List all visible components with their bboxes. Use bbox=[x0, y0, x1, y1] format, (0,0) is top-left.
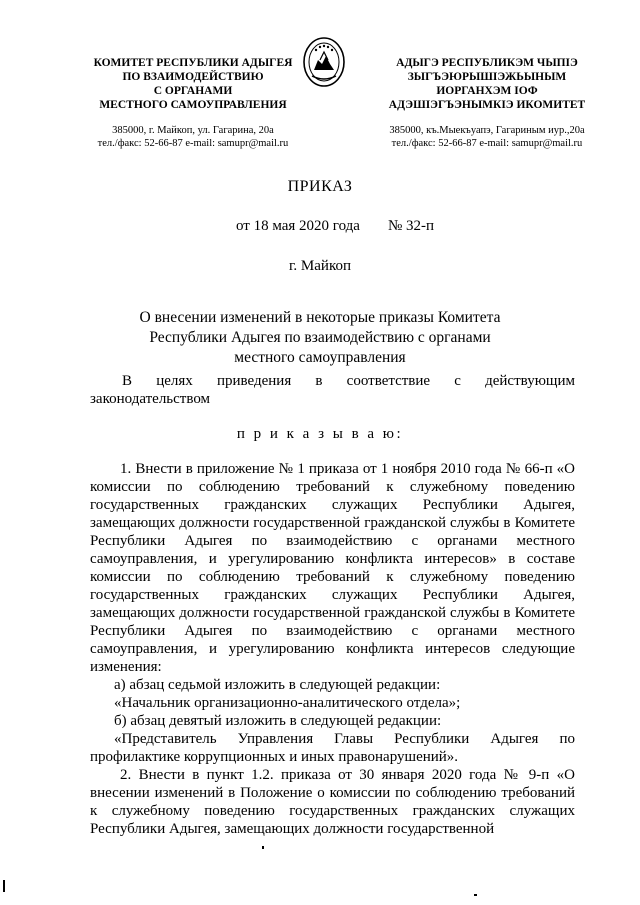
item-1a-text: «Начальник организационно-аналитического отдела»; bbox=[114, 695, 461, 711]
org-name-russian bbox=[78, 56, 308, 112]
org-name-line: ИОРГАНХЭМ ІОФ bbox=[436, 85, 538, 97]
document-title: ПРИКАЗ bbox=[287, 178, 353, 195]
scan-artifact bbox=[474, 894, 477, 896]
org-name-line: МЕСТНОГО САМОУПРАВЛЕНИЯ bbox=[99, 99, 287, 111]
address-line: 385000, г. Майкоп, ул. Гагарина, 20а bbox=[112, 125, 274, 136]
org-address-adyghe bbox=[372, 124, 602, 150]
org-address-russian bbox=[78, 124, 308, 150]
item-1b-paragraph: б) абзац девятый изложить в следующей редакции: bbox=[114, 713, 442, 729]
org-name-line: ЗЫГЪЭЮРЫШІЭЖЬЫНЫМ bbox=[407, 71, 567, 83]
document-subject: О внесении изменений в некоторые приказы Комитета Республики Адыгея по взаимодействию с органами местного самоуправления bbox=[139, 309, 501, 366]
contact-line: тел./факс: 52-66-87 e-mail: samupr@mail.ru bbox=[97, 138, 289, 149]
item-1a-paragraph: а) абзац седьмой изложить в следующей редакции: bbox=[114, 677, 441, 693]
document-date: от 18 мая 2020 года bbox=[236, 218, 360, 234]
scan-artifact bbox=[262, 846, 264, 849]
scan-artifact bbox=[3, 880, 5, 892]
org-name-line: АДЭШІЭГЪЭНЫМКІЭ ИКОМИТЕТ bbox=[388, 99, 586, 111]
order-word: п р и к а з ы в а ю: bbox=[236, 426, 404, 442]
org-name-line: КОМИТЕТ РЕСПУБЛИКИ АДЫГЕЯ bbox=[93, 57, 293, 69]
address-line: 385000, къ.Мыекъуапэ, Гагариным иур.,20а bbox=[389, 125, 585, 136]
document-number: № 32-п bbox=[388, 218, 435, 234]
contact-line: тел./факс: 52-66-87 e-mail: samupr@mail.ru bbox=[391, 138, 583, 149]
item-1-paragraph: 1. Внести в приложение № 1 приказа от 1 ноября 2010 года № 66-п «О комиссии по соблюдению требований к служебному поведению государственных гражданских служащих Республики Адыгея, замещающих должности государственной гражданской службы в Комитете Республики Адыгея по взаимодействию с органами местного самоуправления, и урегулированию конфликта интересов» в составе комиссии по соблюдению требований к служебному поведению государственных гражданских служащих Республики Адыгея, замещающих должности государственной гражданской службы в Комитете Республики Адыгея по взаимодействию с органами местного самоуправления, и урегулированию конфликта интересов следующие изменения: bbox=[90, 461, 575, 675]
org-name-line: АДЫГЭ РЕСПУБЛИКЭМ ЧЫПІЭ bbox=[396, 57, 578, 69]
item-2-paragraph: 2. Внести в пункт 1.2. приказа от 30 января 2020 года № 9-п «О внесении изменений в Положение о комиссии по соблюдению требований к служебному поведению государственных гражданских служащих Республики Адыгея, замещающих должности государственной bbox=[90, 767, 575, 837]
coat-of-arms-emblem bbox=[302, 36, 346, 90]
org-name-adyghe bbox=[372, 56, 602, 112]
document-city: г. Майкоп bbox=[288, 258, 352, 274]
org-name-line: С ОРГАНАМИ bbox=[153, 85, 233, 97]
item-1b-text: «Представитель Управления Главы Республики Адыгея по профилактике коррупционных и иных правонарушений». bbox=[90, 731, 575, 765]
org-name-line: ПО ВЗАИМОДЕЙСТВИЮ bbox=[122, 71, 264, 83]
preamble-paragraph: В целях приведения в соответствие с действующим законодательством bbox=[90, 373, 575, 407]
